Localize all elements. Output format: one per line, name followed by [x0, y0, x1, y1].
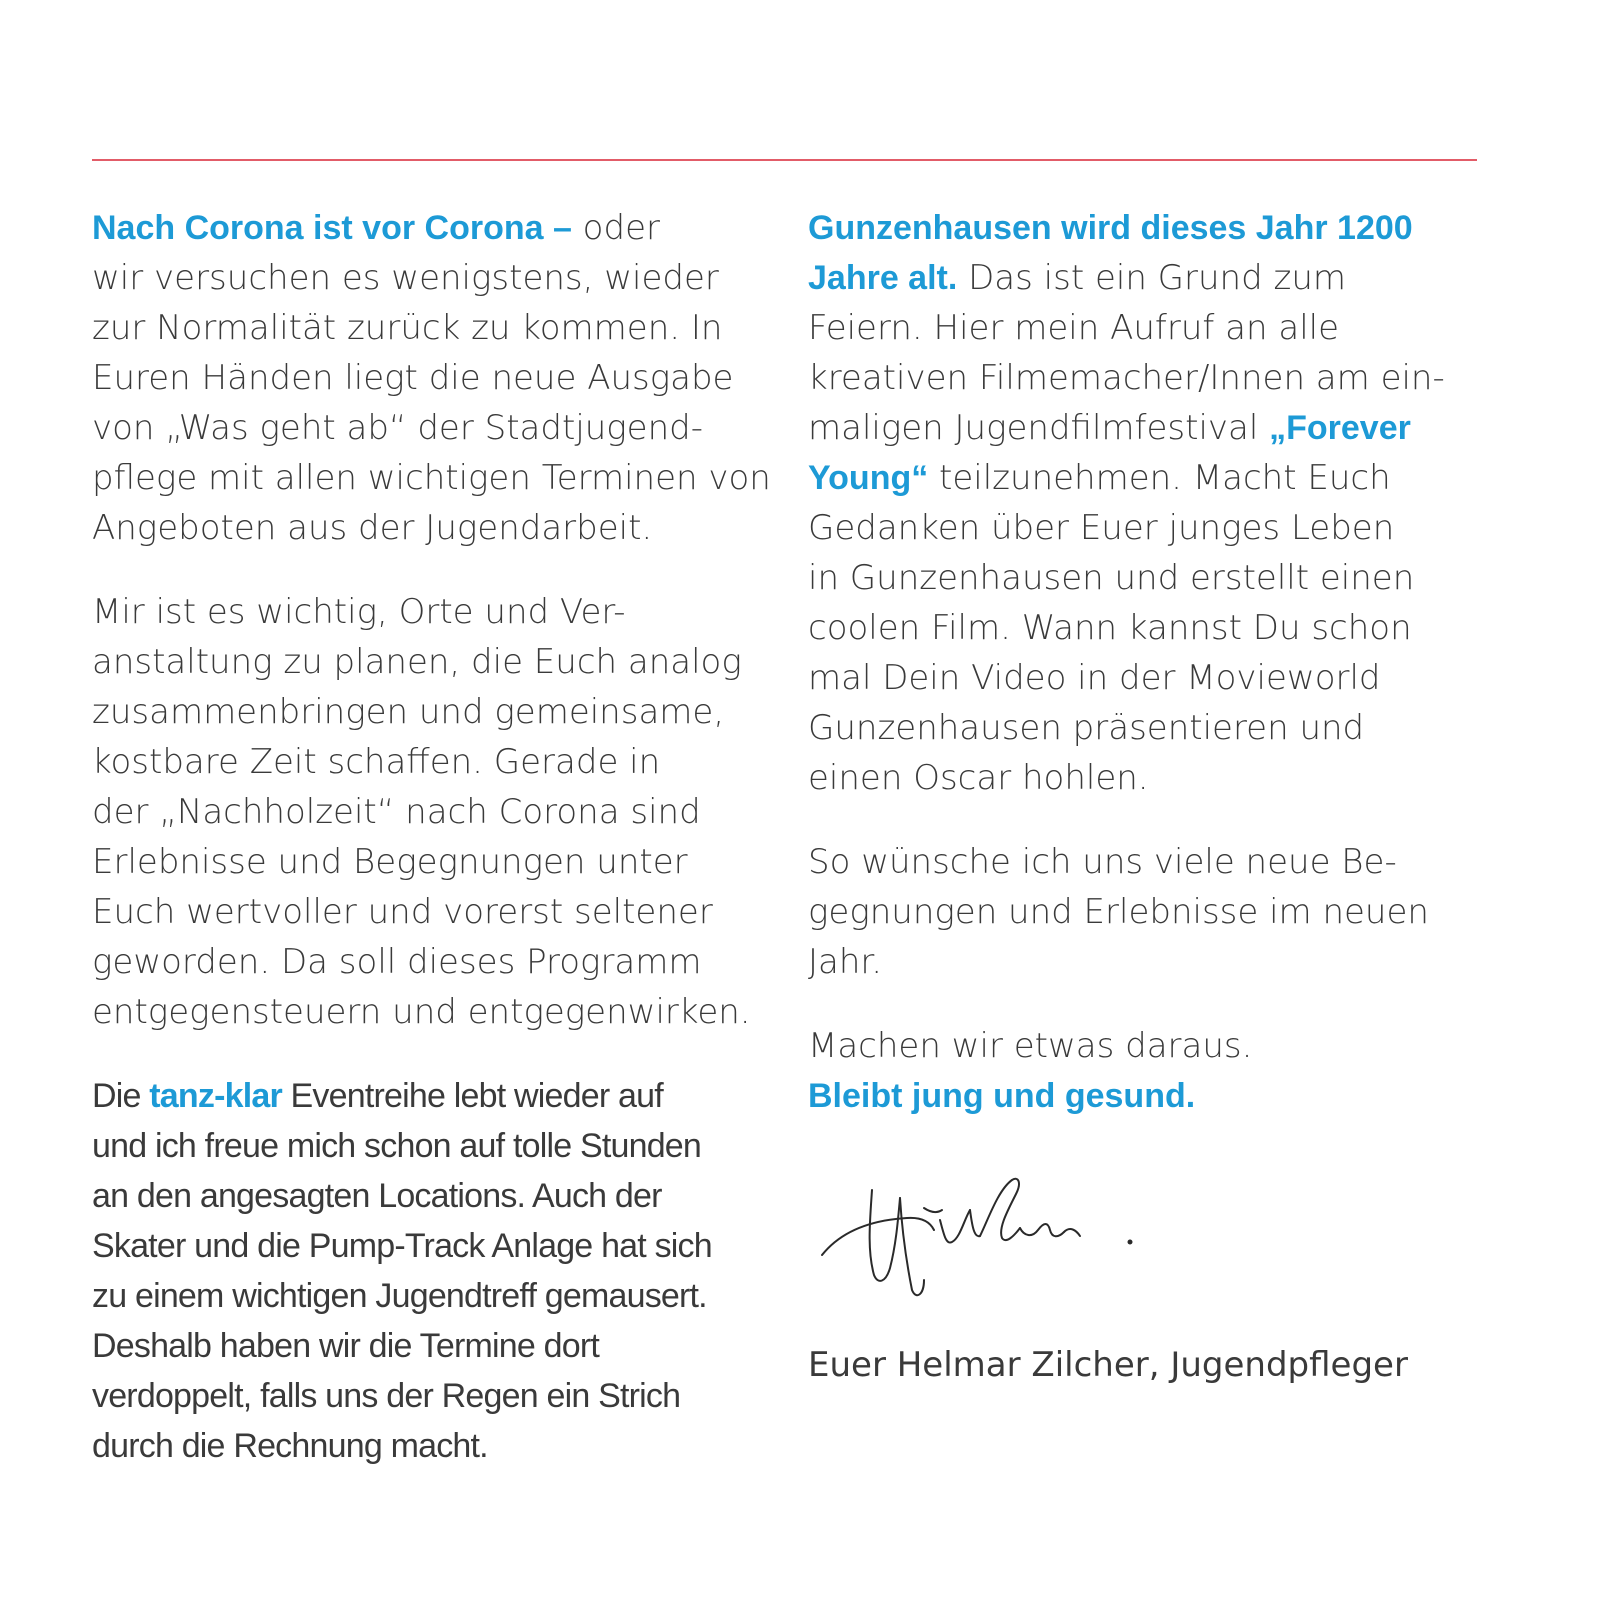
text-line: gegnungen und Erlebnisse im neuen: [808, 892, 1429, 932]
text-line: Euch wertvoller und vorerst seltener: [92, 892, 713, 932]
closing-paragraph: [808, 1021, 1458, 1121]
text-line: der „Nachholzeit“ nach Corona sind: [92, 792, 701, 832]
anniversary-paragraph: [808, 203, 1458, 803]
forever-young-highlight: „Forever: [1269, 409, 1411, 447]
text-line: Erlebnisse und Begegnungen unter: [92, 842, 688, 882]
text-line: oder: [571, 208, 660, 248]
text-line: in Gunzenhausen und erstellt einen: [808, 558, 1415, 598]
stay-young-highlight: Bleibt jung und gesund.: [808, 1077, 1196, 1115]
top-divider-rule: [92, 159, 1477, 161]
text-line: Gunzenhausen präsentieren und: [808, 708, 1365, 748]
text-line: Feiern. Hier mein Aufruf an alle: [808, 308, 1340, 348]
anniversary-lead-heading-cont: Jahre alt.: [808, 259, 958, 297]
text-line: zu einem wichtigen Jugendtreff gemausert.: [92, 1277, 707, 1315]
text-line: teilzunehmen. Macht Euch: [928, 458, 1391, 498]
tanz-klar-paragraph: [92, 1071, 772, 1471]
text-line: mal Dein Video in der Movieworld: [808, 658, 1381, 698]
text-line: Euren Händen liegt die neue Ausgabe: [92, 358, 734, 398]
wishes-paragraph: [808, 837, 1458, 987]
text-line: pflege mit allen wichtigen Terminen von: [92, 458, 771, 498]
meeting-places-paragraph: [92, 587, 772, 1037]
anniversary-lead-heading: Gunzenhausen wird dieses Jahr 1200: [808, 209, 1413, 247]
text-line: Die: [92, 1077, 150, 1115]
paragraph-gap: [92, 553, 772, 587]
text-line: coolen Film. Wann kannst Du schon: [808, 608, 1412, 648]
forever-young-highlight-cont: Young“: [808, 459, 929, 497]
text-line: von „Was geht ab“ der Stadtjugend-: [92, 408, 704, 448]
text-line: Skater und die Pump-Track Anlage hat sich: [92, 1227, 712, 1265]
tanz-klar-highlight: tanz-klar: [149, 1077, 282, 1115]
text-line: Jahr.: [808, 942, 883, 982]
text-line: Eventreihe lebt wieder auf: [281, 1077, 663, 1115]
text-line: geworden. Da soll dieses Programm: [92, 942, 702, 982]
text-line: Angeboten aus der Jugendarbeit.: [92, 508, 653, 548]
handwritten-signature: [812, 1150, 1152, 1300]
text-line: zur Normalität zurück zu kommen. In: [92, 308, 723, 348]
text-line: Machen wir etwas daraus.: [808, 1026, 1253, 1066]
intro-lead-heading: Nach Corona ist vor Corona –: [92, 209, 572, 247]
intro-paragraph: [92, 203, 772, 553]
text-line: Deshalb haben wir die Termine dort: [92, 1327, 600, 1365]
text-line: entgegensteuern und entgegenwirken.: [92, 992, 751, 1032]
paragraph-gap: [808, 803, 1458, 837]
text-line: verdoppelt, falls uns der Regen ein Strich: [92, 1377, 681, 1415]
text-line: Mir ist es wichtig, Orte und Ver-: [92, 592, 626, 632]
text-line: So wünsche ich uns viele neue Be-: [808, 842, 1397, 882]
text-line: Das ist ein Grund zum: [957, 258, 1347, 298]
text-line: anstaltung zu planen, die Euch analog: [92, 642, 742, 682]
text-line: einen Oscar hohlen.: [808, 758, 1149, 798]
text-line: durch die Rechnung macht.: [92, 1427, 488, 1465]
sign-off-line: Euer Helmar Zilcher, Jugendpfleger: [808, 1345, 1408, 1385]
text-line: wir versuchen es wenigstens, wieder: [92, 258, 719, 298]
paragraph-gap: [808, 987, 1458, 1021]
left-column: [92, 203, 772, 1471]
text-line: Gedanken über Euer junges Leben: [808, 508, 1395, 548]
text-line: an den angesagten Locations. Auch der: [92, 1177, 662, 1215]
right-column: [808, 203, 1458, 1121]
text-line: maligen Jugendfilmfestival: [808, 408, 1270, 448]
text-line: kostbare Zeit schaffen. Gerade in: [92, 742, 661, 782]
text-line: und ich freue mich schon auf tolle Stunden: [92, 1127, 702, 1165]
text-line: kreativen Filmemacher/Innen am ein-: [808, 358, 1445, 398]
text-line: zusammenbringen und gemeinsame,: [92, 692, 725, 732]
paragraph-gap: [92, 1037, 772, 1071]
